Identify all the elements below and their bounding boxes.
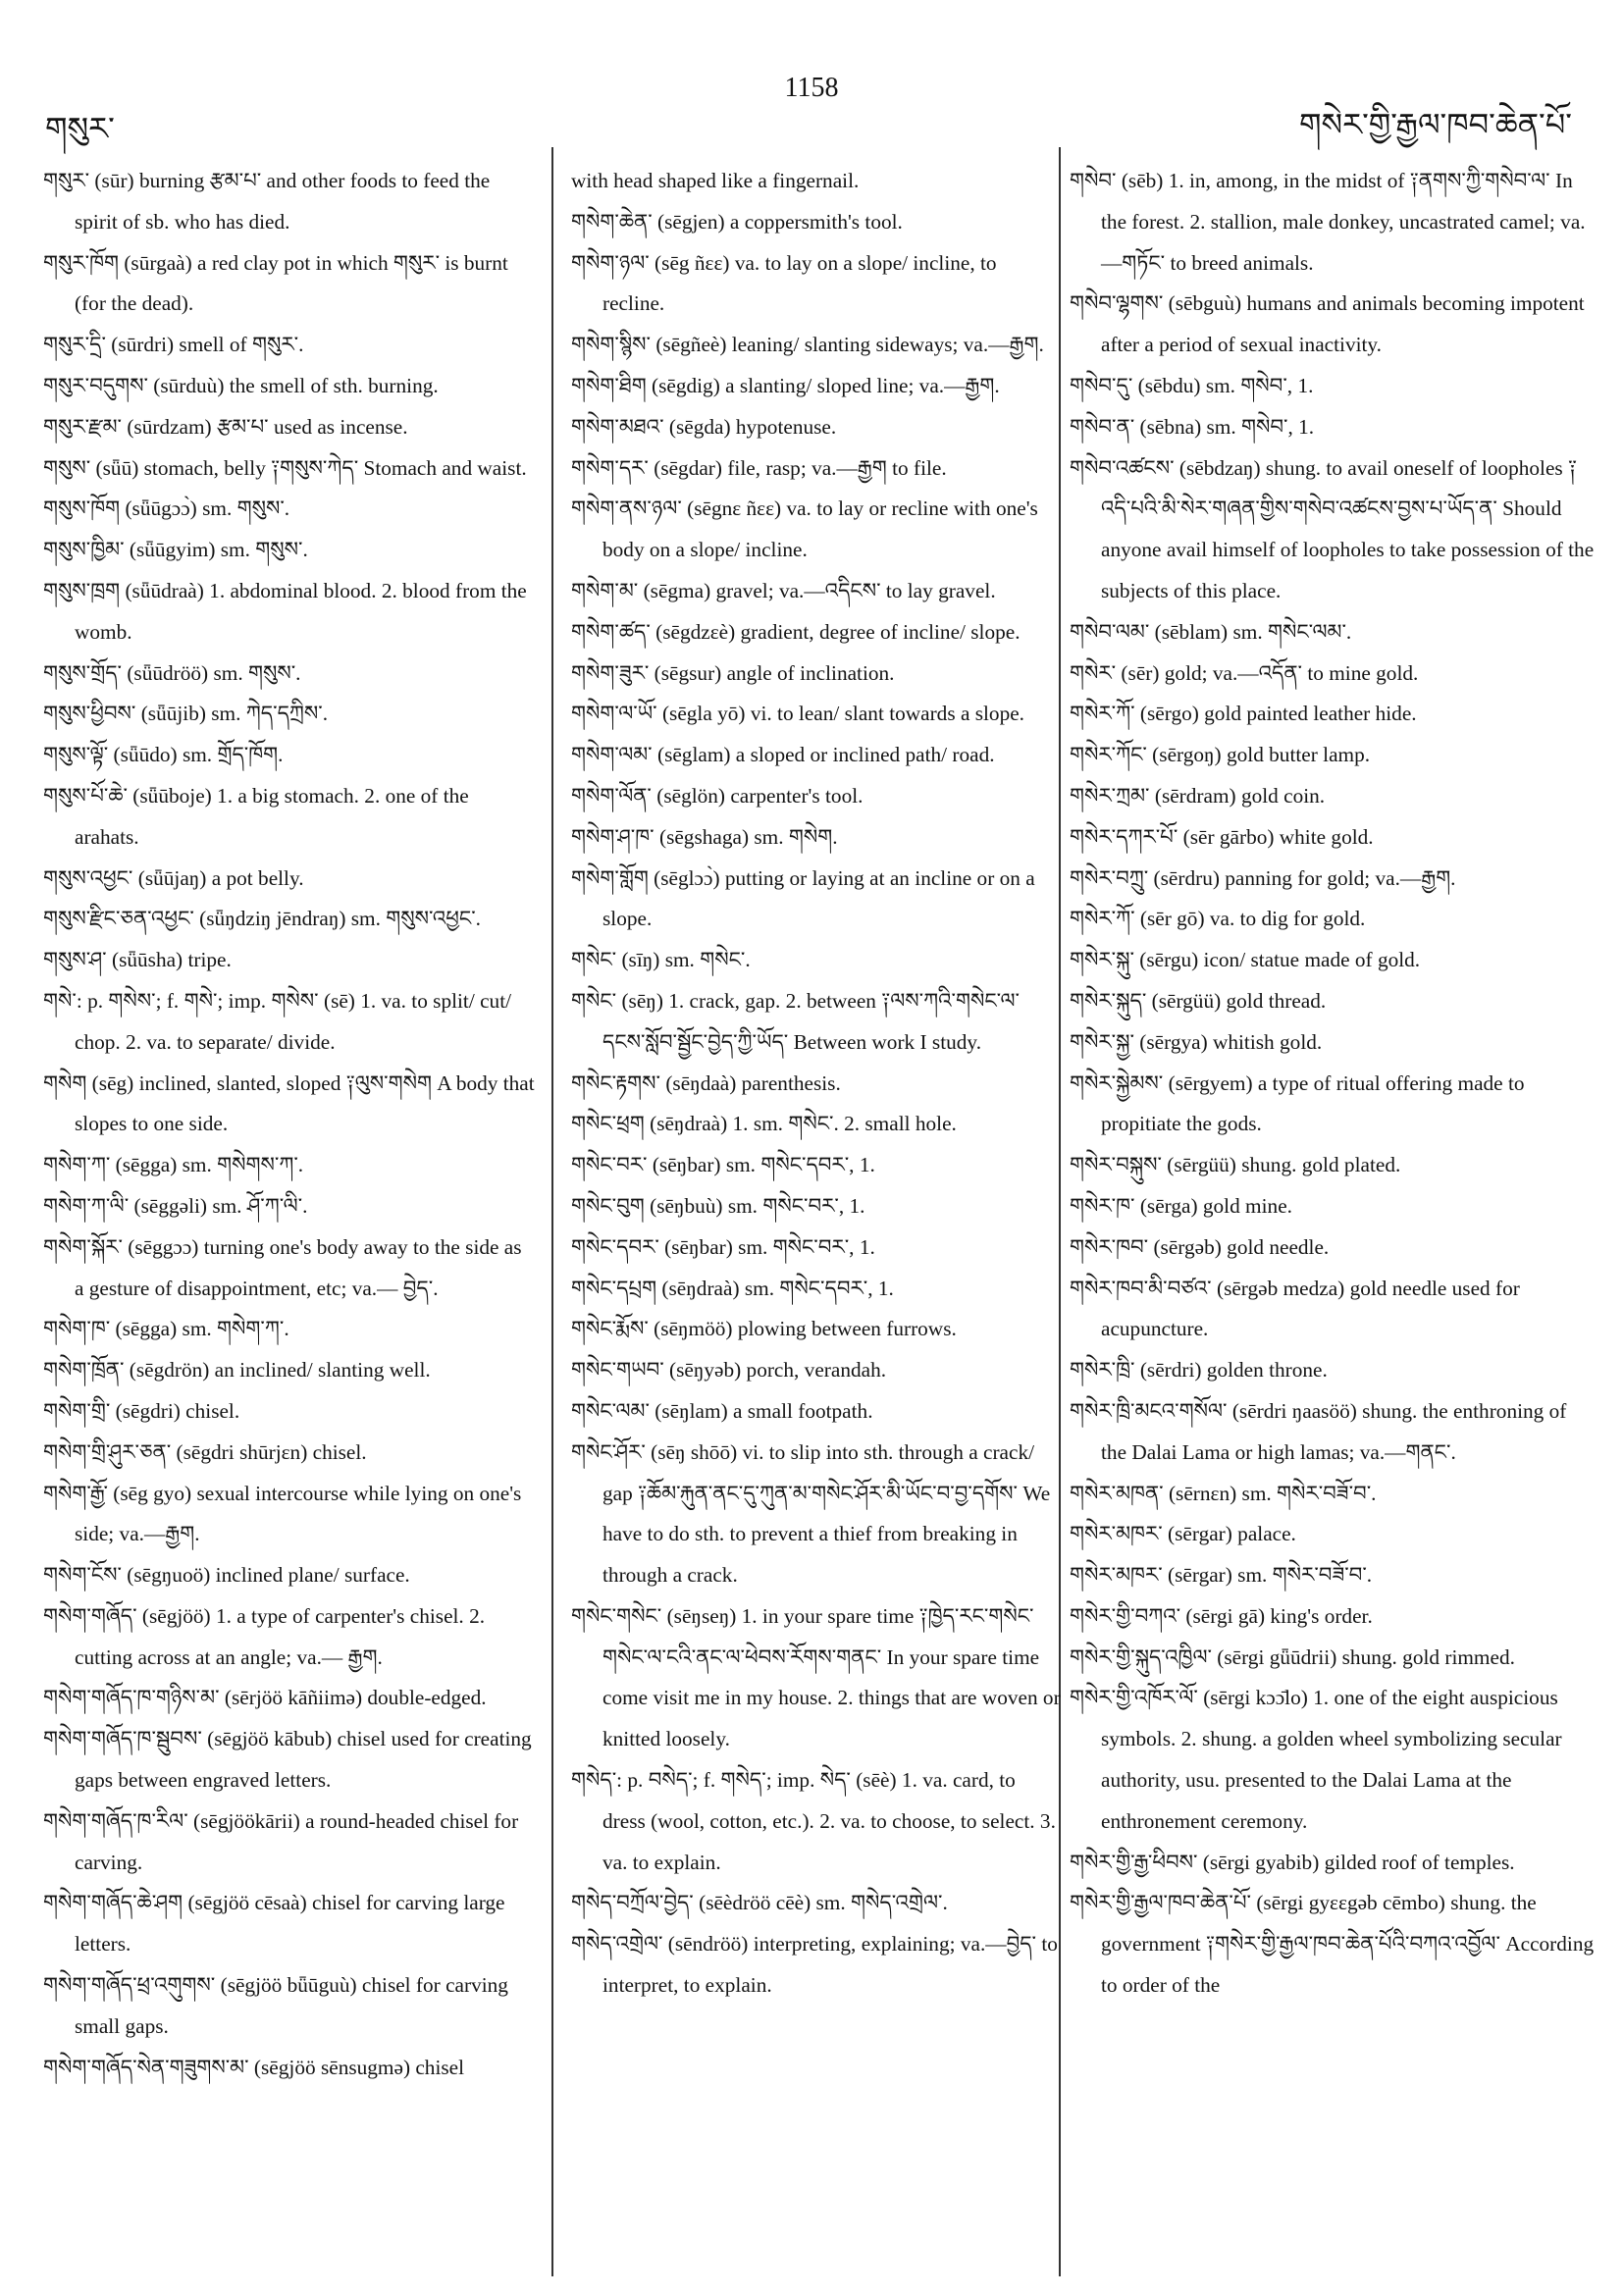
header-left-guide-word: གསུར་: [45, 111, 115, 146]
dictionary-entry: གསེབ་དུ་ (sēbdu) sm. གསེབ་, 1.: [1070, 373, 1314, 397]
dictionary-entry: གསེག (sēg) inclined, slanted, sloped ༑ལུས་གསེག A body that slopes to one side.: [43, 1070, 535, 1136]
dictionary-entry: གསེར་གྱི་རྒྱ་ཕིབས་ (sērgi gyabib) gilded roof of temples.: [1070, 1850, 1515, 1874]
dictionary-entry: གསེག་ཟུར་ (sēgsur) angle of inclination.: [571, 660, 895, 685]
page-number: 1158: [784, 73, 839, 103]
dictionary-entry: གསེག་དར་ (sēgdar) file, rasp; va.—རྒྱག to file.: [571, 455, 947, 480]
dictionary-entry: གསུར་ (sūr) burning རྩམ་པ་ and other foods to feed the spirit of sb. who has died.: [43, 169, 491, 234]
dictionary-entry: གསེར་སྐུད་ (sērgüü) gold thread.: [1070, 988, 1327, 1013]
dictionary-entry: གསེར་ཁ་ (sērga) gold mine.: [1070, 1193, 1292, 1218]
dictionary-entry: གསེང་ (sīŋ) sm. གསེང་.: [571, 948, 751, 972]
dictionary-entry: གསེབ་ལམ་ (sēblam) sm. གསེང་ལམ་.: [1070, 619, 1352, 644]
dictionary-entry: གསེར་མཁར་ (sērgar) palace.: [1070, 1522, 1296, 1546]
header-right-guide-word: གསེར་གྱི་རྒྱལ་ཁབ་ཆེན་པོ་: [1299, 107, 1572, 142]
dictionary-entry: གསེང་དབར་ (sēŋbar) sm. གསེང་བར་, 1.: [571, 1234, 875, 1259]
dictionary-entry: གསེད་འགྲེལ་ (sēndröö) interpreting, explaining; va.—བྱེད་ to interpret, to explain.: [571, 1932, 1058, 1998]
dictionary-entry: གསེར་ཀོང་ (sērgoŋ) gold butter lamp.: [1070, 743, 1371, 767]
dictionary-entry: གསེག་གློག (sēglɔɔ̀) putting or laying at an incline or on a slope.: [571, 865, 1035, 931]
dictionary-entry: གསུས་ཕྱིབས་ (sǖūjib) sm. ཀེད་དཀྲིས་.: [43, 702, 329, 726]
dictionary-entry: with head shaped like a fingernail.: [571, 169, 860, 192]
dictionary-entry: གསུས་ (sǖū) stomach, belly ༑གསུས་ཀེད་ Stomach and waist.: [43, 455, 527, 480]
dictionary-entry: གསེང་ལམ་ (sēŋlam) a small footpath.: [571, 1398, 873, 1423]
dictionary-entry: གསེག་མཐའ་ (sēgda) hypotenuse.: [571, 414, 837, 439]
dictionary-entry: གསེང་ཕྲག (sēŋdraà) 1. sm. གསེང་. 2. small hole.: [571, 1112, 957, 1136]
dictionary-entry: གསེང་བུག (sēŋbuù) sm. གསེང་བར་, 1.: [571, 1193, 865, 1218]
dictionary-entry: གསེར་མཁར་ (sērgar) sm. གསེར་བཟོ་བ་.: [1070, 1563, 1373, 1588]
dictionary-entry: གསུར་རྫམ་ (sūrdzam) རྩམ་པ་ used as incense.: [43, 414, 408, 439]
dictionary-entry: གསེར་ཁབ་ (sērgəb) gold needle.: [1070, 1234, 1330, 1259]
dictionary-entry: གསེར་ཀོ་ (sērgo) gold painted leather hide.: [1070, 702, 1417, 726]
dictionary-entry: གསེག་གཞོད་ཁ་སྦུབས་ (sēgjöö kābub) chisel used for creating gaps between engraved letters.: [43, 1727, 532, 1793]
dictionary-entry: གསེག་ཚད་ (sēgdzɛè) gradient, degree of incline/ slope.: [571, 619, 1021, 644]
dictionary-entry: གསུས་འཕྱང་ (sǖūjaŋ) a pot belly.: [43, 865, 304, 890]
dictionary-entry: གསེར་དཀར་པོ་ (sēr gārbo) white gold.: [1070, 824, 1374, 849]
dictionary-entry: གསེག་མ་ (sēgma) gravel; va.—འདིངས་ to lay gravel.: [571, 578, 996, 602]
dictionary-entry: གསེག་ལོན་ (sēglön) carpenter's tool.: [571, 783, 864, 808]
dictionary-entry: གསེར་གྱི་སྐུད་འཁྱིལ་ (sērgi gǖūdrii) shung. gold rimmed.: [1070, 1644, 1515, 1669]
dictionary-entry: གསེག་གྲི་ཤུར་ཅན་ (sēgdri shūrjɛn) chisel.: [43, 1439, 367, 1464]
dictionary-entry: གསེར་སྐྱ་ (sērgya) whitish gold.: [1070, 1029, 1323, 1054]
dictionary-entry: གསུར་ཁོག (sūrgaà) a red clay pot in which གསུར་ is burnt (for the dead).: [43, 250, 508, 316]
dictionary-entry: གསུས་ཁྱིམ་ (sǖūgyim) sm. གསུས་.: [43, 538, 308, 562]
dictionary-entry: གསེར་མཁན་ (sērnɛn) sm. གསེར་བཟོ་བ་.: [1070, 1481, 1377, 1505]
dictionary-entry: གསེང་བར་ (sēŋbar) sm. གསེང་དབར་, 1.: [571, 1153, 875, 1177]
dictionary-entry: གསེད་: p. བསེད་; f. གསེད་; imp. སེད་ (sēè) 1. va. card, to dress (wool, cotton, etc.). 2. va. to choose, to select. 3. va. to explain.: [571, 1768, 1056, 1874]
dictionary-entry: གསེབ་ལྷགས་ (sēbguù) humans and animals becoming impotent after a period of sexual inactivity.: [1070, 291, 1585, 357]
dictionary-entry: གསེ་: p. གསེས་; f. གསེ་; imp. གསེས་ (sē) 1. va. to split/ cut/ chop. 2. va. to separate/ divide.: [43, 988, 512, 1054]
dictionary-entry: གསེད་བཀྲོལ་བྱེད་ (sēèdröö cēè) sm. གསེད་འགྲེལ་.: [571, 1891, 948, 1915]
dictionary-entry: གསེག་ནས་ཉལ་ (sēgnɛ ñɛɛ) va. to lay or recline with one's body on a slope/ incline.: [571, 496, 1038, 562]
dictionary-entry: གསེག་གཞོད་ཁ་གཉིས་མ་ (sērjöö kāñiimə) double-edged.: [43, 1686, 487, 1710]
dictionary-entry: གསེག་ལ་ཡོ་ (sēgla yō) vi. to lean/ slant towards a slope.: [571, 702, 1024, 726]
dictionary-entry: གསེར་གྱི་བཀའ་ (sērgi gā) king's order.: [1070, 1603, 1373, 1628]
dictionary-entry: གསུས་ཁོག (sǖūgɔɔ̀) sm. གསུས་.: [43, 496, 290, 521]
dictionary-entry: གསེར་ཁབ་མི་བཙའ་ (sērgəb medza) gold needle used for acupuncture.: [1070, 1276, 1520, 1341]
dictionary-entry: གསེག་ཐིག (sēgdig) a slanting/ sloped line; va.—རྒྱག.: [571, 373, 1000, 397]
dictionary-entry: གསུས་ཁྲག (sǖūdraà) 1. abdominal blood. 2. blood from the womb.: [43, 578, 527, 644]
dictionary-entry: གསེར་བསྐུས་ (sērgüü) shung. gold plated.: [1070, 1153, 1401, 1177]
dictionary-entry: གསེག་རྒྱོ་ (sēg gyo) sexual intercourse while lying on one's side; va.—རྒྱག.: [43, 1481, 522, 1546]
column-middle: [571, 161, 1062, 2280]
dictionary-entry: གསེག་གཞོད་ཁ་རིལ་ (sēgjöökārii) a round-headed chisel for carving.: [43, 1808, 519, 1874]
dictionary-entry: གསུས་གྲོད་ (sǖūdröö) sm. གསུས་.: [43, 660, 301, 685]
dictionary-entry: གསེང་རྟགས་ (sēŋdaà) parenthesis.: [571, 1070, 841, 1095]
dictionary-entry: གསེར་བཀྲུ་ (sērdru) panning for gold; va.—རྒྱག.: [1070, 865, 1456, 890]
dictionary-entry: གསེབ་ (sēb) 1. in, among, in the midst of ༑ནགས་ཀྱི་གསེབ་ལ་ In the forest. 2. stallion, male donkey, uncastrated camel; va.—གཏོང་ to breed animals.: [1070, 169, 1586, 275]
dictionary-entry: གསེར་ཀོ་ (sēr gō) va. to dig for gold.: [1070, 907, 1366, 931]
dictionary-entry: གསེག་གཞོད་ཆེ་ཤག (sēgjöö cēsaà) chisel for carving large letters.: [43, 1891, 505, 1957]
dictionary-entry: གསེག་གྲི་ (sēgdri) chisel.: [43, 1398, 240, 1423]
dictionary-entry: གསེར་ཀྲམ་ (sērdram) gold coin.: [1070, 783, 1326, 808]
dictionary-entry: གསེར་ཁྲི་མངའ་གསོལ་ (sērdri ŋaasöö) shung. the enthroning of the Dalai Lama or high lamas; va.—གནང་.: [1070, 1398, 1567, 1464]
column-right: [1070, 161, 1596, 2280]
dictionary-entry: གསེང་ཤོར་ (sēŋ shōō) vi. to slip into sth. through a crack/ gap ༑ཆོམ་རྐུན་ནང་དུ་ཀུན་མ་གསེང་ཤོར་མི་ཡོང་བ་བྱ་དགོས་ We have to do sth. to prevent a thief from breaking in through a crack.: [571, 1439, 1051, 1588]
dictionary-entry: གསེར་ཁྲི་ (sērdri) golden throne.: [1070, 1358, 1328, 1383]
dictionary-entry: གསེང་གཡབ་ (sēŋyəb) porch, verandah.: [571, 1358, 887, 1383]
dictionary-entry: གསེག་ཀ་ལི་ (sēggəli) sm. ཤོ་ཀ་ལི་.: [43, 1193, 308, 1218]
page-header: [0, 61, 1623, 146]
dictionary-entry: གསེག་གཞོད་ཕྲ་འགུགས་ (sēgjöö bǖūguù) chisel for carving small gaps.: [43, 1973, 508, 2038]
dictionary-entry: གསེབ་འཚངས་ (sēbdzaŋ) shung. to avail oneself of loopholes ༑འདི་པའི་མི་སེར་གཞན་གྱིས་གསེབ་འཚངས་བྱས་པ་ཡོད་ན་ Should anyone avail himself of loopholes to take possession of the subjects of this place.: [1070, 455, 1595, 602]
dictionary-entry: གསེག་ཁ་ (sēgga) sm. གསེག་ཀ་.: [43, 1317, 289, 1341]
dictionary-entry: གསུར་བདུགས་ (sūrduù) the smell of sth. burning.: [43, 373, 439, 397]
dictionary-entry: གསེག་ལམ་ (sēglam) a sloped or inclined path/ road.: [571, 743, 995, 767]
dictionary-entry: གསེག་ཆེན་ (sēgjen) a coppersmith's tool.: [571, 209, 903, 234]
dictionary-entry: གསེང་གསེང་ (sēŋseŋ) 1. in your spare time ༑ཁྱེད་རང་གསེང་གསེང་ལ་ངའི་ནང་ལ་ཕེབས་རོགས་གནང་ In your spare time come visit me in my house. 2. things that are woven or knitted loosely.: [571, 1603, 1061, 1751]
dictionary-entry: གསེག་སྙིས་ (sēgñeè) leaning/ slanting sideways; va.—རྒྱག.: [571, 333, 1044, 357]
dictionary-entry: གསུས་ཤ་ (sǖūsha) tripe.: [43, 948, 232, 972]
dictionary-entry: གསེབ་ན་ (sēbna) sm. གསེབ་, 1.: [1070, 414, 1315, 439]
dictionary-entry: གསེག་གཞོད་སེན་གཟུགས་མ་ (sēgjöö sēnsugmə) chisel: [43, 2055, 465, 2079]
column-divider: [551, 147, 553, 2276]
dictionary-entry: གསུར་དྲི་ (sūrdri) smell of གསུར་.: [43, 333, 304, 357]
dictionary-entry: གསེང་ (sēŋ) 1. crack, gap. 2. between ༑ལས་ཀའི་གསེང་ལ་དངས་སློབ་སྦྱོང་བྱེད་ཀྱི་ཡོད་ Between work I study.: [571, 988, 1021, 1054]
dictionary-entry: གསེར་སྐྱེམས་ (sērgyem) a type of ritual offering made to propitiate the gods.: [1070, 1070, 1525, 1136]
dictionary-entry: གསུས་ལྟོ་ (sǖūdo) sm. གྲོད་ཁོག.: [43, 743, 284, 767]
dictionary-entry: གསེར་ (sēr) gold; va.—འདོན་ to mine gold.: [1070, 660, 1419, 685]
dictionary-entry: གསེག་ཉལ་ (sēg ñɛɛ) va. to lay on a slope/ incline, to recline.: [571, 250, 997, 316]
dictionary-entry: གསེང་རྨོས་ (sēŋmöö) plowing between furrows.: [571, 1317, 957, 1341]
dictionary-entry: གསེང་དཔྲག (sēŋdraà) sm. གསེང་དབར་, 1.: [571, 1276, 894, 1300]
dictionary-entry: གསེག་ཀ་ (sēgga) sm. གསེགས་ཀ་.: [43, 1153, 304, 1177]
column-left: [43, 161, 536, 2280]
dictionary-entry: གསེར་གྱི་རྒྱལ་ཁབ་ཆེན་པོ་ (sērgi gyɛɛgəb cēmbo) shung. the government ༑གསེར་གྱི་རྒྱལ་ཁབ་ཆེན་པོའི་བཀའ་འབྱོལ་ According to order of the: [1070, 1891, 1595, 1998]
dictionary-entry: གསེག་ཤ་ཁ་ (sēgshaga) sm. གསེག.: [571, 824, 838, 849]
dictionary-entry: གསུས་རྫིང་ཅན་འཕྱང་ (sǖŋdziŋ jēndraŋ) sm. གསུས་འཕྱང་.: [43, 907, 482, 931]
dictionary-entry: གསེར་གྱི་འཁོར་ལོ་ (sērgi kɔɔ̄lo) 1. one of the eight auspicious symbols. 2. shung. a golden wheel symbolizing secular authority, usu. presented to the Dalai Lama at the enthronement ceremony.: [1070, 1686, 1562, 1833]
dictionary-entry: གསེར་སྐུ་ (sērgu) icon/ statue made of gold.: [1070, 948, 1421, 972]
dictionary-entry: གསེག་ཁྲོན་ (sēgdrön) an inclined/ slanting well.: [43, 1358, 431, 1383]
dictionary-entry: གསེག་གཞོད་ (sēgjöö) 1. a type of carpenter's chisel. 2. cutting across at an angle; va.— རྒྱག.: [43, 1603, 486, 1669]
dictionary-entry: གསེག་སྐོར་ (sēggɔɔ) turning one's body away to the side as a gesture of disappointment, etc; va.— བྱེད་.: [43, 1234, 522, 1300]
dictionary-entry: གསེག་ངོས་ (sēgŋuoö) inclined plane/ surface.: [43, 1563, 410, 1588]
dictionary-entry: གསུས་པོ་ཆེ་ (sǖūboje) 1. a big stomach. 2. one of the arahats.: [43, 783, 469, 849]
